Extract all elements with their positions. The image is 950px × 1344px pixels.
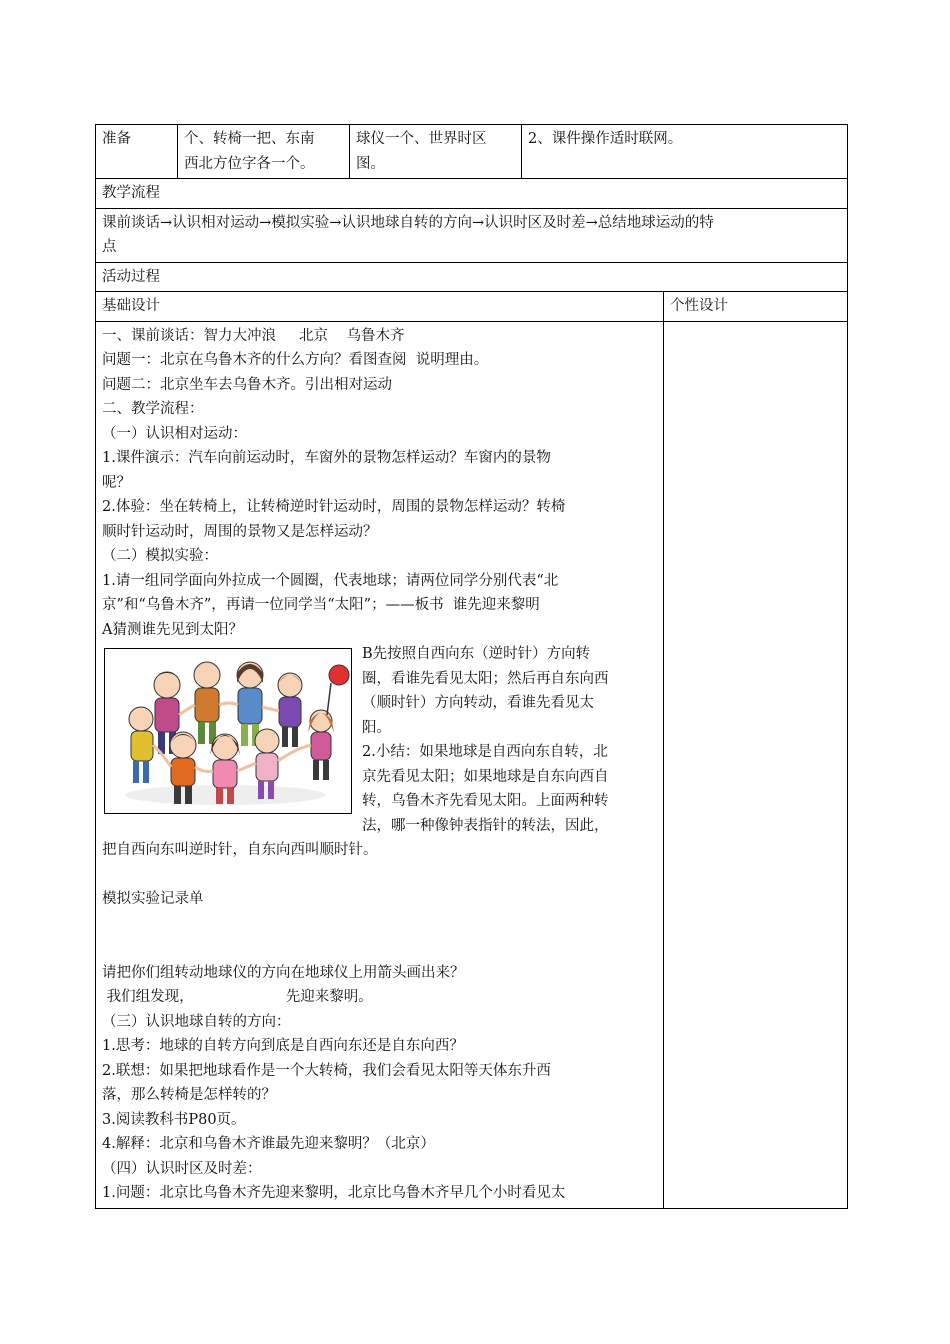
personal-design-header: 个性设计 xyxy=(664,292,848,322)
record-sheet-title: 模拟实验记录单 xyxy=(102,891,204,907)
body-line: 请把你们组转动地球仪的方向在地球仪上用箭头画出来？ xyxy=(102,964,465,981)
flow-title-row xyxy=(96,179,848,209)
prep-col1: 个、转椅一把、东南 西北方位字各一个。 xyxy=(178,125,350,179)
flow-title: 教学流程 xyxy=(96,179,848,209)
body-line: （一）认识相对运动： xyxy=(102,425,247,442)
body-line: 2.小结：如果地球是自西向东自转，北 xyxy=(362,744,608,760)
body-line: 2.体验：坐在转椅上，让转椅逆时针运动时，周围的景物怎样运动？转椅 xyxy=(102,499,566,515)
body-line: 1.问题：北京比乌鲁木齐先迎来黎明，北京比乌鲁木齐早几个小时看见太 xyxy=(102,1185,566,1201)
body-line: 4.解释：北京和乌鲁木齐谁最先迎来黎明？（北京） xyxy=(102,1136,435,1152)
prep-row xyxy=(96,125,848,179)
personal-design-content xyxy=(664,321,848,1208)
header-row xyxy=(96,292,848,322)
lesson-plan-table xyxy=(95,124,848,1209)
flow-text: 课前谈话→认识相对运动→模拟实验→认识地球自转的方向→认识时区及时差→总结地球运动的特 点 xyxy=(96,208,848,262)
body-line: （顺时针）方向转动，看谁先看见太 xyxy=(362,695,594,711)
body-line: 2.联想：如果把地球看作是一个大转椅，我们会看见太阳等天体东升西 xyxy=(102,1062,551,1079)
prep-col2: 球仪一个、世界时区 图。 xyxy=(350,125,522,179)
body-line: 1.请一组同学面向外拉成一个圆圈，代表地球；请两位同学分别代表“北 xyxy=(102,572,559,589)
lesson-plan-page xyxy=(95,124,847,1209)
children-circle-illustration xyxy=(104,648,352,814)
prep-label: 准备 xyxy=(96,125,178,179)
body-line: A猜测谁先见到太阳？ xyxy=(102,621,243,638)
body-line: 转，乌鲁木齐先看见太阳。上面两种转 xyxy=(362,793,609,809)
body-line: 二、教学流程： xyxy=(102,401,204,417)
body-line: 顺时针运动时，周围的景物又是怎样运动？ xyxy=(102,523,378,540)
body-line: 阳。 xyxy=(362,719,391,736)
body-line: （二）模拟实验： xyxy=(102,548,218,564)
prep-col3: 2、课件操作适时联网。 xyxy=(522,125,848,179)
body-line: 我们组发现， 先迎来黎明。 xyxy=(102,989,373,1005)
body-line: 一、课前谈话：智力大冲浪 北京 乌鲁木齐 xyxy=(102,327,405,344)
body-line: 1.课件演示：汽车向前运动时，车窗外的景物怎样运动？车窗内的景物 xyxy=(102,450,551,466)
body-line: 1.思考：地球的自转方向到底是自西向东还是自东向西？ xyxy=(102,1038,464,1054)
activity-title: 活动过程 xyxy=(96,262,848,292)
body-line: 3.阅读教科书P80页。 xyxy=(102,1111,246,1128)
body-line: 把自西向东叫逆时针，自东向西叫顺时针。 xyxy=(102,842,378,858)
body-line: 落，那么转椅是怎样转的？ xyxy=(102,1087,276,1103)
basic-design-header: 基础设计 xyxy=(96,292,664,322)
body-line: B先按照自西向东（逆时针）方向转 xyxy=(362,646,591,662)
body-line: （四）认识时区及时差： xyxy=(102,1160,262,1177)
content-row xyxy=(96,321,848,1208)
body-line: 问题一：北京在乌鲁木齐的什么方向？看图查阅 说明理由。 xyxy=(102,352,489,368)
body-line: 呢？ xyxy=(102,474,131,491)
body-line: 京先看见太阳；如果地球是自东向西自 xyxy=(362,768,609,785)
body-line: 法，哪一种像钟表指针的转法，因此， xyxy=(362,817,609,834)
activity-title-row xyxy=(96,262,848,292)
body-line: 问题二：北京坐车去乌鲁木齐。引出相对运动 xyxy=(102,376,392,393)
body-line: 圈，看谁先看见太阳；然后再自东向西 xyxy=(362,670,609,687)
flow-text-row xyxy=(96,208,848,262)
body-line: 京”和“乌鲁木齐”，再请一位同学当“太阳”；——板书 谁先迎来黎明 xyxy=(102,597,540,613)
body-line: （三）认识地球自转的方向： xyxy=(102,1013,291,1030)
basic-design-content xyxy=(96,321,664,1208)
